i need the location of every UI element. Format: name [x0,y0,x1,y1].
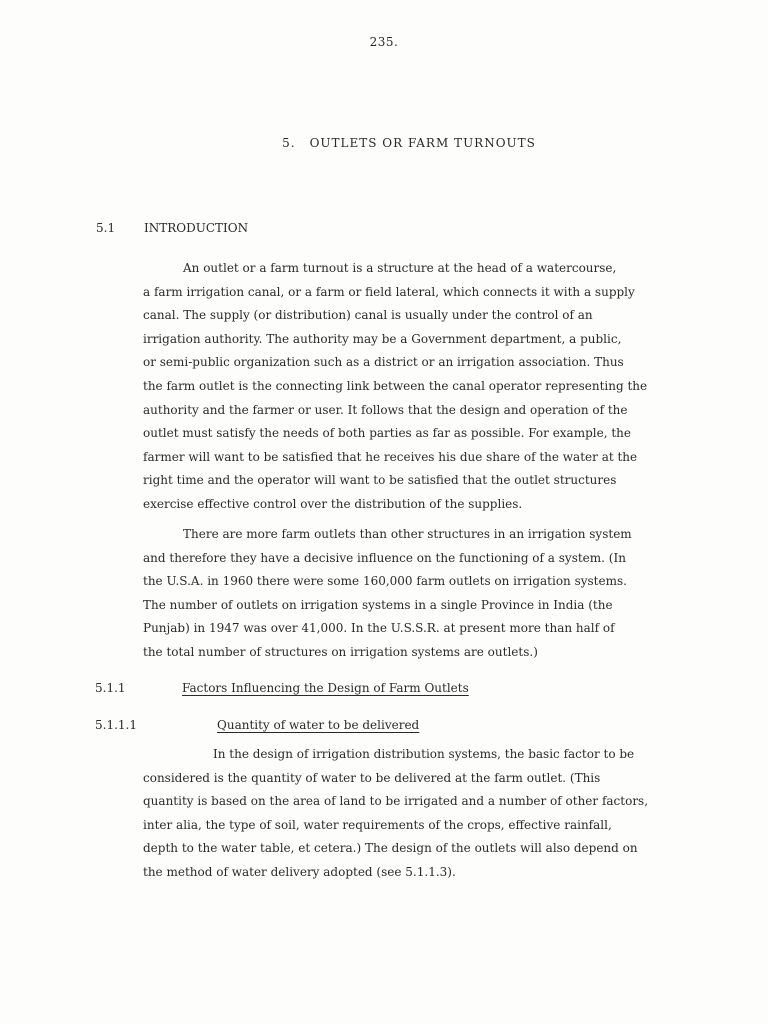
paragraph-water-quantity: In the design of irrigation distribution systems, the basic factor to be considered is the quantity of water to be delivered at the farm outlet. (This quantity is based on the area of land to be irrigated and a number of other factors, inter alia, the type of soil, water requirements of the crops, effective rainfall, depth to the water table, et cetera.) The design of the outlets will also depend on the method of water delivery adopted (see 5.1.1.3). [143,747,649,879]
section-number: 5.1 [96,221,116,235]
chapter-number: 5. [282,136,296,150]
chapter-title: OUTLETS OR FARM TURNOUTS [309,136,536,150]
subsection-title: Factors Influencing the Design of Farm Outlets [182,681,469,695]
chapter-heading [0,136,768,150]
page-number: 235. [369,35,399,49]
subsubsection-number: 5.1.1.1 [95,718,137,732]
section-title: INTRODUCTION [144,221,249,235]
paragraph-outlet-statistics: There are more farm outlets than other structures in an irrigation system and therefore they have a decisive influence on the functioning of a system. (In the U.S.A. in 1960 there were some 160,000 farm outlets on irrigation systems. The number of outlets on irrigation systems in a single Province in India (the Punjab) in 1947 was over 41,000. In the U.S.S.R. at present more than half of the total number of structures on irrigation systems are outlets.) [143,527,632,659]
paragraph-outlet-definition: An outlet or a farm turnout is a structure at the head of a watercourse, a farm irrigation canal, or a farm or field lateral, which connects it with a supply canal. The supply (or distribution) canal is usually under the control of an irrigation authority. The authority may be a Government department, a public, or semi-public organization such as a district or an irrigation association. Thus the farm outlet is the connecting link between the canal operator representing the authority and the farmer or user. It follows that the design and operation of the outlet must satisfy the needs of both parties as far as possible. For example, the farmer will want to be satisfied that he receives his due share of the water at the right time and the operator will want to be satisfied that the outlet structures exercise effective control over the distribution of the supplies. [143,261,648,511]
subsubsection-title: Quantity of water to be delivered [217,718,420,732]
subsection-number: 5.1.1 [95,681,126,695]
